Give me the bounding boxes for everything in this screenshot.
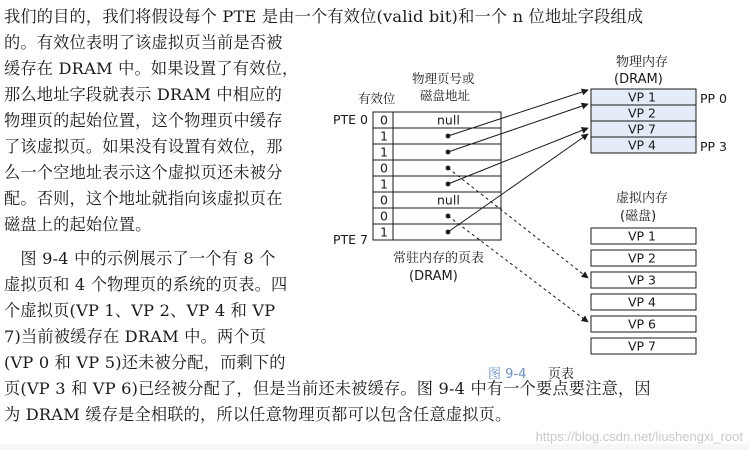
text-line-6: 了该虚拟页。如果没有设置有效位，那 [4,137,283,156]
valid-bit: 1 [380,224,388,240]
text-line-11: 虚拟页和 4 个物理页的系统的页表。四 [4,275,288,294]
virtual-page-label: VP 3 [628,272,657,288]
text-line-3: 缓存在 DRAM 中。如果设置了有效位， [4,59,299,78]
valid-bit: 1 [380,144,388,160]
valid-bit: 0 [380,192,388,208]
addr-header-2: 磁盘地址 [420,88,471,103]
virt-title-2: (磁盘) [620,209,657,224]
pte0-label: PTE 0 [333,112,368,127]
text-line-7: 么一个空地址表示这个虚拟页还未被分 [4,163,283,182]
valid-bit: 0 [380,160,388,176]
table-caption-1: 常驻内存的页表 [393,251,485,266]
virtual-page-label: VP 1 [628,228,657,244]
physical-page-label: VP 7 [628,121,657,137]
virtual-page-label: VP 7 [628,338,657,354]
physical-page-label: VP 1 [628,89,657,105]
text-line-16: 为 DRAM 缓存是全相联的，所以任意物理页都可以包含任意虚拟页。 [4,405,512,424]
pointer-pte4-pp3 [448,128,588,184]
address-cell: null [437,192,460,208]
virtual-page-label: VP 4 [628,294,657,310]
physical-page-label: VP 2 [628,105,657,121]
text-line-1: 我们的目的，我们将假设每个 PTE 是由一个有效位(valid bit)和一个 n 位地址字段组成 [4,7,644,26]
next-line-cutoff [0,444,749,450]
virtual-page-label: VP 6 [628,316,657,332]
virtual-page-label: VP 2 [628,250,657,266]
physical-page-label: VP 4 [628,137,657,153]
page-table [373,112,501,240]
figure-title: 页表 [548,367,575,382]
valid-bit: 0 [380,112,388,128]
pointer-pte7-pp2 [448,134,588,232]
phys-title-1: 物理内存 [616,55,669,70]
text-line-4: 那么地址字段就表示 DRAM 中相应的 [4,85,282,104]
valid-bit: 0 [380,208,388,224]
text-line-13: 7)当前被缓存在 DRAM 中。两个页 [4,327,267,346]
phys-title-2: (DRAM) [614,72,663,87]
figure-label: 图 9-4 [488,367,527,382]
valid-bit: 1 [380,176,388,192]
text-line-9: 磁盘上的起始位置。 [4,215,152,234]
watermark: https://blog.csdn.net/liushengxi_root [535,429,743,444]
text-line-5: 物理页的起始位置，这个物理页中缓存 [4,111,283,130]
text-line-2: 的。有效位表明了该虚拟页当前是否被 [4,33,283,52]
text-line-10: 图 9-4 中的示例展示了一个有 8 个 [4,249,276,268]
pte-pointers [446,90,588,322]
pte7-label: PTE 7 [333,232,368,247]
pp0-label: PP 0 [700,91,728,106]
table-caption-2: (DRAM) [409,269,458,284]
text-line-15: 页(VP 3 和 VP 6)已经被分配了，但是当前还未被缓存。图 9-4 中有一个要点要注意，因 [4,379,651,398]
text-line-12: 个虚拟页(VP 1、VP 2、VP 4 和 VP [4,301,276,320]
addr-header-1: 物理页号或 [412,71,475,86]
text-line-14: (VP 0 和 VP 5)还未被分配，而剩下的 [4,353,286,372]
valid-bit: 1 [380,128,388,144]
pp3-label: PP 3 [700,139,728,154]
pointer-pte6-vp6 [448,216,588,322]
text-line-8: 配。否则，这个地址就指向该虚拟页在 [4,189,283,208]
virt-title-1: 虚拟内存 [616,191,669,206]
valid-header: 有效位 [358,91,396,106]
address-cell: null [437,112,460,128]
